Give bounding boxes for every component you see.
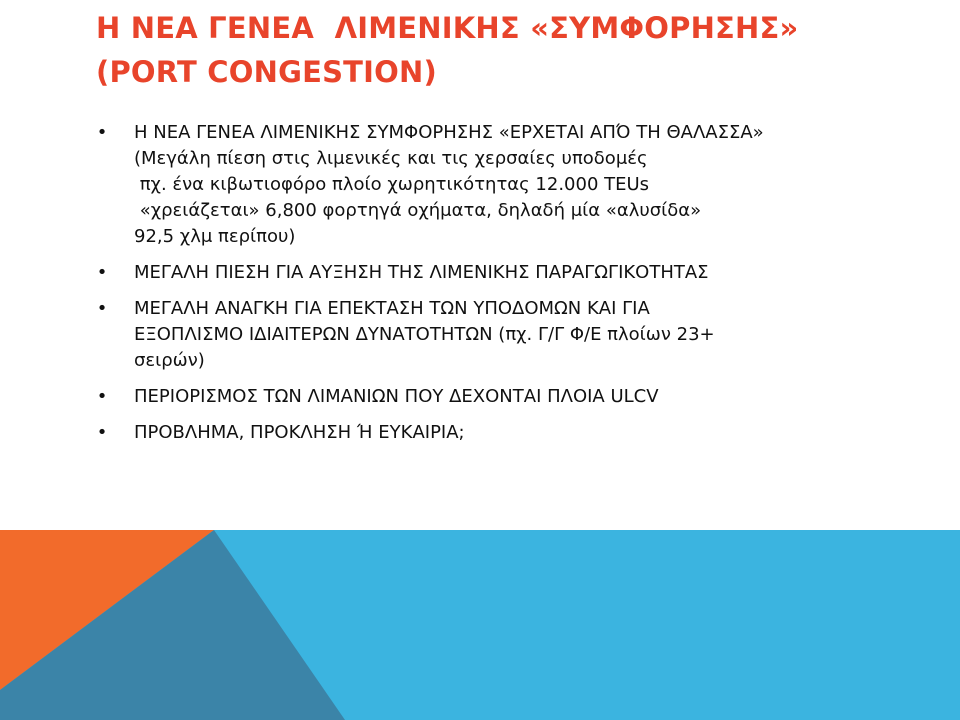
bullet-1-line-2: (Μεγάλη πίεση στις λιμενικές και τις χερσαίες υποδομές	[134, 148, 648, 169]
bullet-item-5	[96, 420, 896, 446]
slide-title-line-2: (PORT CONGESTION)	[96, 55, 437, 89]
slide-title	[96, 6, 916, 94]
bullet-1-line-5: 92,5 χλμ περίπου)	[134, 226, 296, 247]
bullet-3-line-2: ΕΞΟΠΛΙΣΜΟ ΙΔΙΑΙΤΕΡΩΝ ΔΥΝΑΤΟΤΗΤΩΝ (πχ. Γ/Γ Φ/Ε πλοίων 23+	[134, 324, 715, 345]
bullet-dot-icon: •	[96, 422, 108, 443]
bullet-1-line-1: Η ΝΕΑ ΓΕΝΕΑ ΛΙΜΕΝΙΚΗΣ ΣΥΜΦΟΡΗΣΗΣ «ΕΡΧΕΤΑΙ ΑΠΌ ΤΗ ΘΑΛΑΣΣΑ»	[134, 122, 764, 143]
decorative-footer	[0, 530, 960, 720]
bullet-3-line-3: σειρών)	[134, 350, 205, 371]
bullet-5-line-1: ΠΡΟΒΛΗΜΑ, ΠΡΟΚΛΗΣΗ Ή ΕΥΚΑΙΡΙΑ;	[134, 422, 465, 443]
bullet-dot-icon: •	[96, 122, 108, 143]
bullet-dot-icon: •	[96, 386, 108, 407]
bullet-item-1	[96, 120, 896, 250]
bullet-item-4	[96, 384, 896, 410]
bullet-item-3	[96, 296, 896, 374]
bullet-2-line-1: ΜΕΓΑΛΗ ΠΙΕΣΗ ΓΙΑ ΑΥΞΗΣΗ ΤΗΣ ΛΙΜΕΝΙΚΗΣ ΠΑΡΑΓΩΓΙΚΟΤΗΤΑΣ	[134, 262, 709, 283]
bullet-4-line-1: ΠΕΡΙΟΡΙΣΜΟΣ ΤΩΝ ΛΙΜΑΝΙΩΝ ΠΟΥ ΔΕΧΟΝΤΑΙ ΠΛΟΙΑ ULCV	[134, 386, 659, 407]
bullet-3-line-1: ΜΕΓΑΛΗ ΑΝΑΓΚΗ ΓΙΑ ΕΠΕΚΤΑΣΗ ΤΩΝ ΥΠΟΔΟΜΩΝ ΚΑΙ ΓΙΑ	[134, 298, 650, 319]
bullet-1-line-3: πχ. ένα κιβωτιοφόρο πλοίο χωρητικότητας 12.000 TEUs	[134, 174, 650, 195]
bullet-list	[96, 120, 896, 456]
bullet-dot-icon: •	[96, 298, 108, 319]
bullet-dot-icon: •	[96, 262, 108, 283]
bullet-1-line-4: «χρειάζεται» 6,800 φορτηγά οχήματα, δηλαδή μία «αλυσίδα»	[134, 200, 702, 221]
bullet-item-2	[96, 260, 896, 286]
slide-title-line-1: Η ΝΕΑ ΓΕΝΕΑ ΛΙΜΕΝΙΚΗΣ «ΣΥΜΦΟΡΗΣΗΣ»	[96, 11, 799, 45]
